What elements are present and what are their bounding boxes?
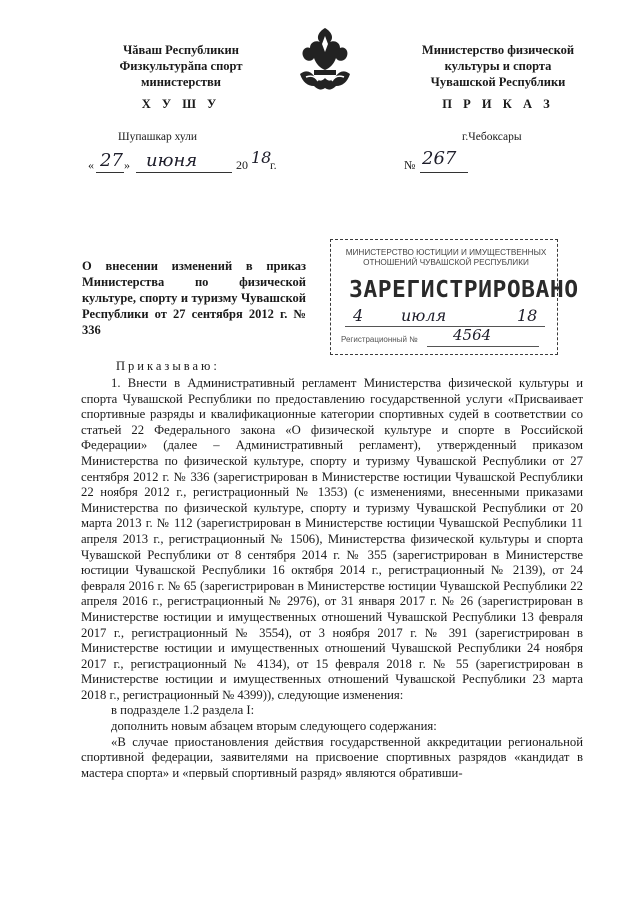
registration-stamp <box>330 239 579 355</box>
stamp-date-line <box>345 326 545 327</box>
date-day: 27 <box>100 150 123 171</box>
stamp-reg-line <box>427 346 539 347</box>
stamp-ministry <box>341 248 551 268</box>
date-g: г. <box>270 158 277 172</box>
paragraph-1: 1. Внести в Административный регламент Министерства физической культуры и спорта Чувашской Республики по предоставлению государственной услуги «Присваивает спортивные разряды и квалификационные категории спортивных судей в соответствии со статьей 22 Федерального закона «О физической культуре и спорте в Российской Федерации» (далее – Административный регламент), утвержденный приказом Министерства по физической культуре, спорту и туризму Чувашской Республики от 27 сентября 2012 г. № 336 (зарегистрирован в Министерстве юстиции Чувашской Республики 22 ноября 2012 г., регистрационный № 1353) (с изменениями, внесенными приказами Министерства по физической культуре, спорту и туризму Чувашской Республики от 20 марта 2013 г. № 112 (зарегистрирован в Министерстве юстиции Чувашской Республики 11 апреля 2013 г., регистрационный № 1506), Министерства физической культуры и спорта Чувашской Республики от 8 сентября 2014 г. № 355 (зарегистрирован в Министерстве юстиции Чувашской Республики 16 октября 2014 г., регистрационный № 2139), от 24 февраля 2016 г. № 65 (зарегистрирован в Министерстве юстиции Чувашской Республики 22 апреля 2016 г., регистрационный № 2976), от 31 января 2017 г. № 26 (зарегистрирован в Министерстве юстиции и имущественных отношений Чувашской Республики 13 февраля 2017 г., регистрационный № 3554), от 3 ноября 2017 г. № 391 (зарегистрирован в Министерстве юстиции и имущественных отношений Чувашской Республики 24 ноября 2017 г., регистрационный № 4134), от 15 февраля 2018 г. № 55 (зарегистрирован в Министерстве юстиции и имущественных отношений Чувашской Республики 23 марта 2018 г., регистрационный № 4399)), следующие изменения: <box>81 376 583 702</box>
chuvash-emblem-icon <box>292 24 358 94</box>
document-number <box>404 148 494 174</box>
order-body <box>81 376 583 781</box>
header-russian-line3: Чувашской Республики <box>430 75 566 89</box>
number-prefix: № <box>404 158 416 172</box>
header-russian-line1: Министерство физической <box>421 43 575 57</box>
stamp-year: 18 <box>517 306 538 325</box>
order-heading: Приказываю: <box>116 359 220 373</box>
city-chuvash: Шупашкар хули <box>118 131 198 143</box>
stamp-reg-number: 4564 <box>453 326 492 344</box>
stamp-line1: МИНИСТЕРСТВО ЮСТИЦИИ И ИМУЩЕСТВЕННЫХ <box>345 248 547 257</box>
document-subject: О внесении изменений в приказ Министерства по физической культуре, спорту и туризму Чувашской Республики от 27 сентября 2012 г. № 336 <box>82 259 306 337</box>
stamp-registered: ЗАРЕГИСТРИРОВАНО <box>349 277 579 303</box>
city-russian: г.Чебоксары <box>462 131 522 143</box>
document-date: « 27 » июня 20 18 г. <box>88 148 277 172</box>
paragraph-4: «В случае приостановления действия государственной аккредитации региональной спортивной федерации, заявителями на присвоение спортивных разрядов «кандидат в мастера спорта» и «первый спортивный разряд» являются обративши- <box>81 734 583 780</box>
paragraph-3: дополнить новым абзацем вторым следующего содержания: <box>111 719 437 734</box>
date-month: июня <box>146 150 198 171</box>
number-value: 267 <box>422 148 457 169</box>
date-year-prefix: 20 <box>236 158 248 172</box>
header-chuvash <box>96 42 266 112</box>
doc-type-russian: П Р И К А З <box>442 97 554 111</box>
stamp-month: июля <box>401 306 447 325</box>
stamp-line2: ОТНОШЕНИЙ ЧУВАШСКОЙ РЕСПУБЛИКИ <box>363 258 529 267</box>
stamp-reg-label: Регистрационный № <box>341 335 418 344</box>
date-year-suffix: 18 <box>251 148 272 167</box>
stamp-day: 4 <box>353 306 364 325</box>
header-chuvash-line3: министерстви <box>141 75 221 89</box>
paragraph-2: в подразделе 1.2 раздела I: <box>111 703 255 718</box>
header-chuvash-line2: Физкультурăпа спорт <box>119 59 243 73</box>
header-chuvash-line1: Чăваш Республикин <box>123 43 239 57</box>
header-russian-line2: культуры и спорта <box>444 59 552 73</box>
doc-type-chuvash: Х У Ш У <box>141 97 221 111</box>
header-russian <box>398 42 598 112</box>
